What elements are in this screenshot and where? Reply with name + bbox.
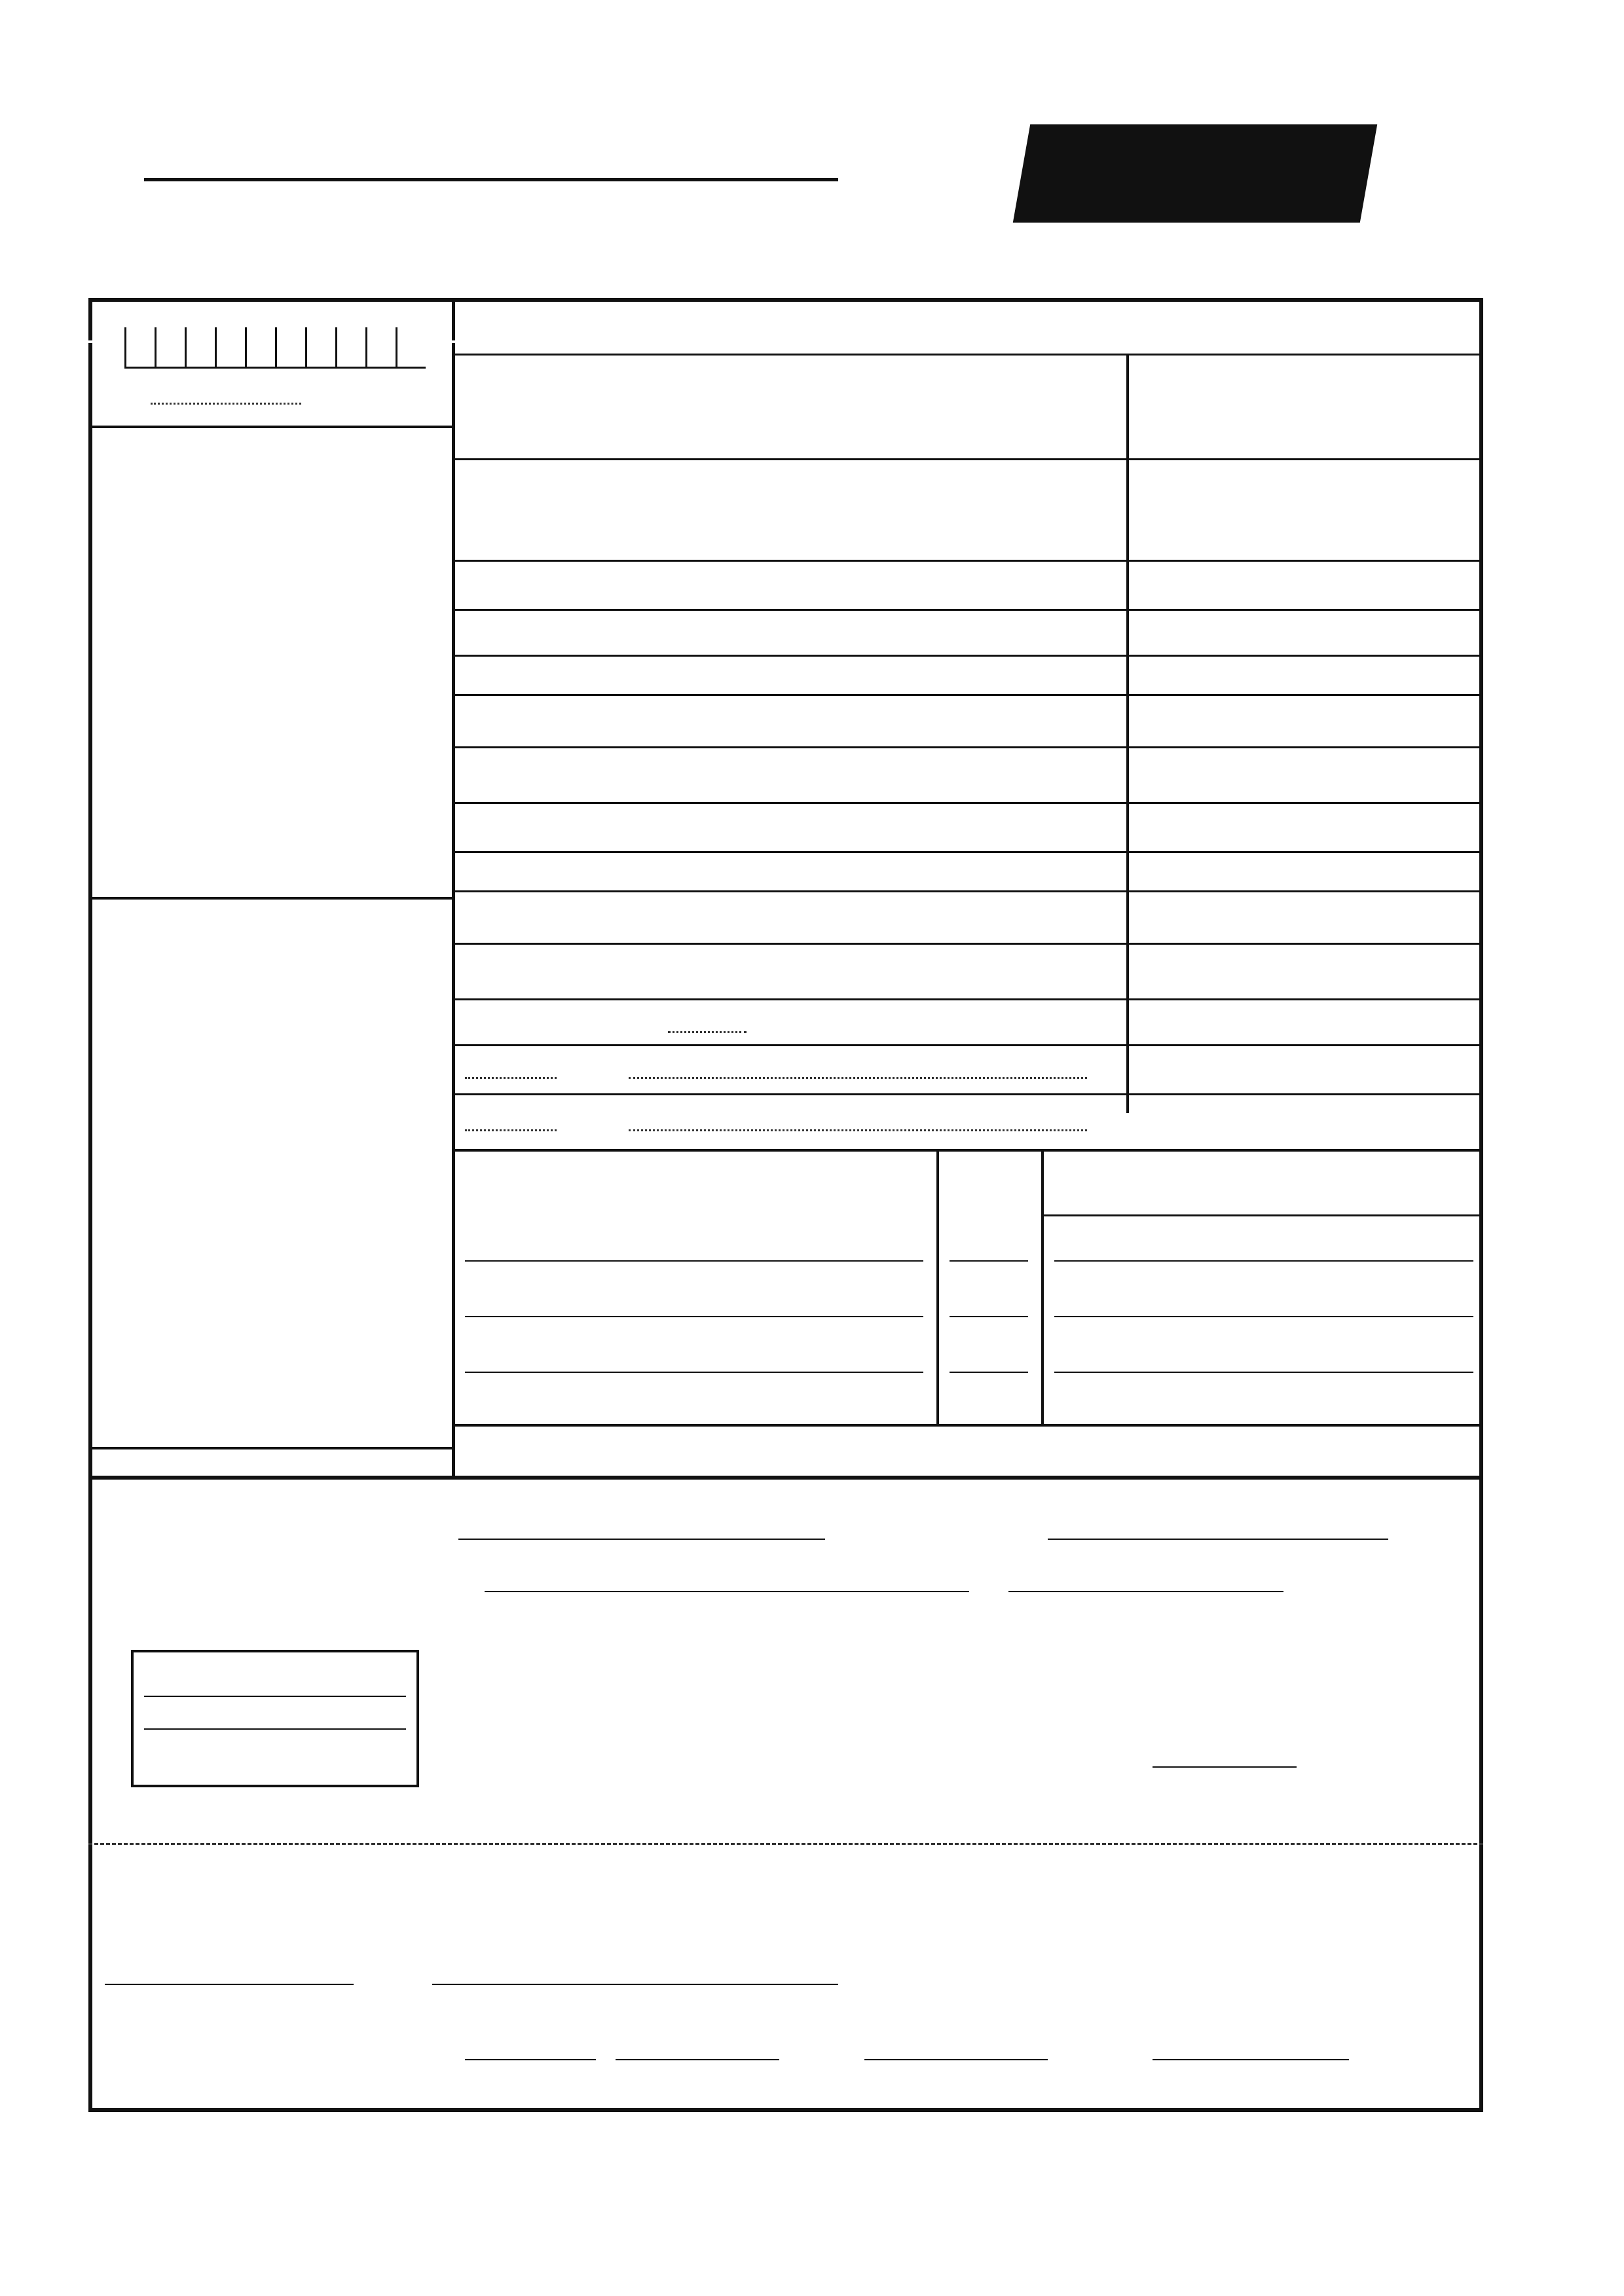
- field-3-label: [1429, 571, 1434, 594]
- field-13-label: [1429, 1048, 1434, 1070]
- of-line: [485, 1591, 969, 1592]
- intro-rule: [455, 354, 1480, 355]
- children-row-1-name: [1054, 1260, 1473, 1262]
- row-1-rule: [455, 458, 1480, 460]
- field-7-label: [1429, 750, 1434, 773]
- field-12-label: [1429, 1011, 1434, 1034]
- citizenship-box: [131, 1650, 419, 1787]
- main-form-frame: [88, 298, 1483, 1480]
- relation-line: [1008, 1591, 1283, 1592]
- field-5-label: [1429, 665, 1434, 687]
- row-12-rule: [455, 1044, 1480, 1046]
- children-row-2-age: [950, 1316, 1028, 1317]
- forest-field: [864, 2059, 1048, 2060]
- wife-age-field[interactable]: [465, 1077, 557, 1079]
- frame-bottom: [88, 2108, 1483, 2112]
- children-row-1-place: [465, 1260, 923, 1262]
- frame-right-lower: [1479, 1480, 1483, 2108]
- row-2-rule: [455, 560, 1480, 562]
- children-row-2-name: [1054, 1316, 1473, 1317]
- photo-rule: [88, 897, 455, 900]
- approval-field[interactable]: [151, 403, 301, 405]
- husband-age-field[interactable]: [465, 1129, 557, 1131]
- children-header-rule: [1044, 1214, 1480, 1216]
- field-6-label: [1429, 697, 1434, 720]
- declarant-name-line: [1048, 1539, 1388, 1540]
- children-row-1-age: [950, 1260, 1028, 1262]
- ghetto-field: [105, 1984, 354, 1985]
- citizenship-line-1: [144, 1696, 406, 1697]
- field-1-label: [1429, 406, 1434, 429]
- row-6-rule: [455, 746, 1480, 748]
- row-13-rule: [455, 1093, 1480, 1095]
- children-row-3-name: [1054, 1372, 1473, 1373]
- children-bottom-rule: [455, 1424, 1480, 1427]
- children-col-divider-2: [1041, 1149, 1044, 1424]
- wife-name-field[interactable]: [629, 1077, 1087, 1079]
- law-rule: [88, 1447, 455, 1449]
- row-husband-rule: [455, 1149, 1480, 1152]
- row-7-rule: [455, 802, 1480, 804]
- row-8-rule: [455, 851, 1480, 853]
- frame-left-lower: [88, 1480, 92, 2108]
- approval-rule: [88, 426, 455, 428]
- citizenship-line-2: [144, 1728, 406, 1730]
- row-9-rule: [455, 890, 1480, 892]
- camp-field: [432, 1984, 838, 1985]
- children-row-2-place: [465, 1316, 923, 1317]
- row-3-rule: [455, 609, 1480, 611]
- husband-name-field[interactable]: [629, 1129, 1087, 1131]
- ready-field: [465, 2059, 596, 2060]
- children-col-divider-1: [936, 1149, 939, 1424]
- row-10-rule: [455, 943, 1480, 945]
- children-row-3-place: [465, 1372, 923, 1373]
- field-8-label: [1429, 815, 1434, 838]
- field-11-label: [1429, 949, 1434, 972]
- children-row-3-age: [950, 1372, 1028, 1373]
- left-column-divider: [452, 298, 455, 1480]
- hiding-field: [1153, 2059, 1349, 2060]
- declarant-address-line: [458, 1539, 825, 1540]
- field-4-label: [1429, 619, 1434, 642]
- row-4-rule: [455, 655, 1480, 657]
- field-2-label: [1429, 504, 1434, 527]
- place-date-line: [1153, 1766, 1297, 1768]
- approval-digit-boxes: [124, 327, 426, 369]
- other-field: [616, 2059, 779, 2060]
- bottom-section-divider: [88, 1843, 1483, 1845]
- header-divider: [144, 178, 838, 181]
- row-5-rule: [455, 694, 1480, 696]
- children-title: [1458, 1159, 1464, 1182]
- field-9-label: [1429, 858, 1434, 881]
- row-11-rule: [455, 998, 1480, 1000]
- field-10-label: [1429, 894, 1434, 917]
- yad-vashem-logo: [1013, 124, 1377, 223]
- children-count-field: [668, 1031, 747, 1033]
